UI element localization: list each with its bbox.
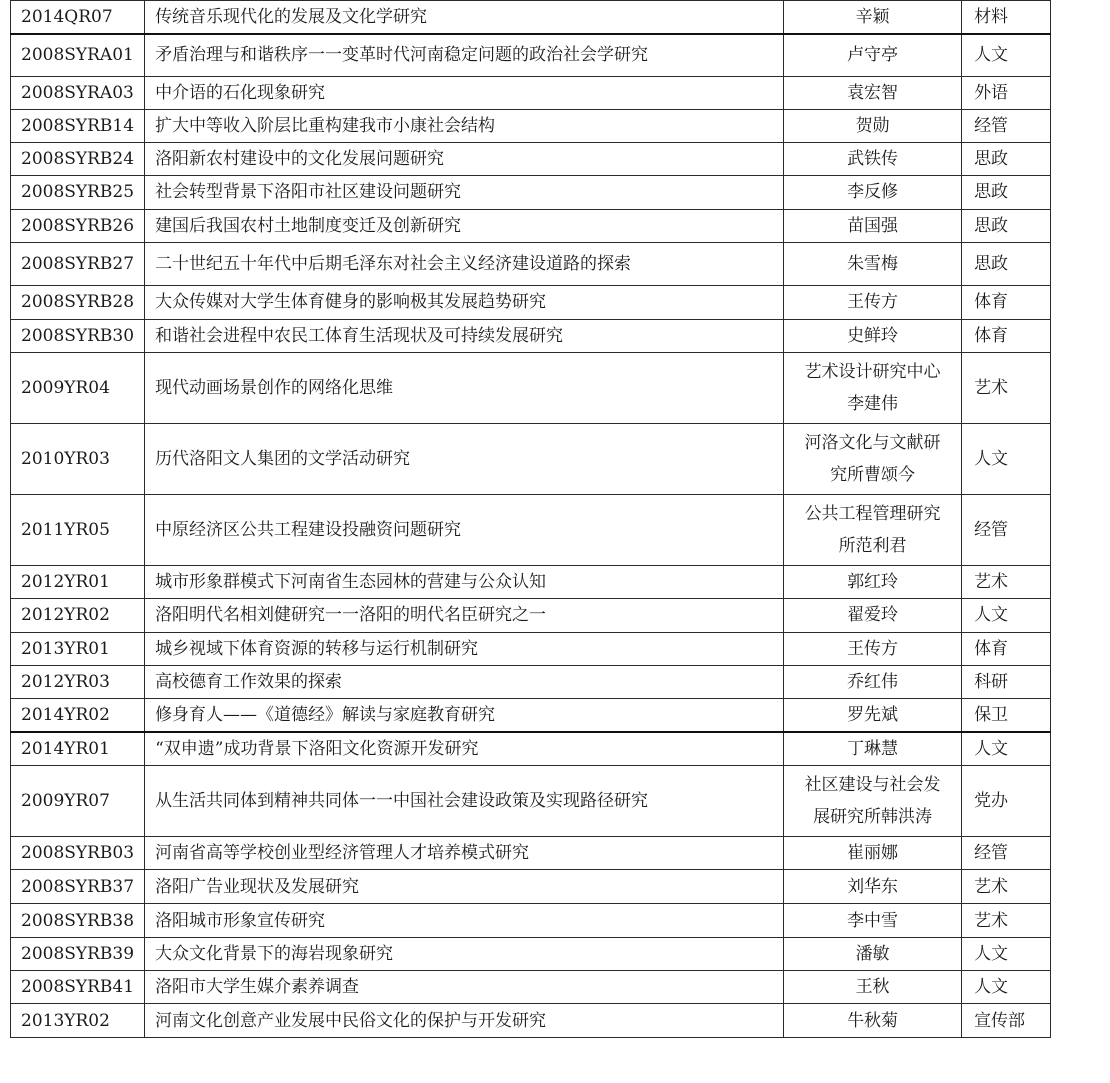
project-code-cell: 2008SYRB24 bbox=[11, 142, 145, 175]
department-cell: 艺术 bbox=[962, 352, 1051, 423]
project-title-cell: 传统音乐现代化的发展及文化学研究 bbox=[145, 1, 784, 35]
department-cell: 经管 bbox=[962, 837, 1051, 870]
project-leader-cell: 公共工程管理研究所范利君 bbox=[784, 494, 962, 565]
department-cell: 体育 bbox=[962, 632, 1051, 665]
department-cell: 艺术 bbox=[962, 565, 1051, 598]
project-leader-cell: 河洛文化与文献研究所曹颂今 bbox=[784, 423, 962, 494]
project-leader-cell: 武铁传 bbox=[784, 142, 962, 175]
project-title-cell: 洛阳城市形象宣传研究 bbox=[145, 904, 784, 938]
table-row bbox=[11, 423, 1051, 494]
project-code-cell: 2008SYRB41 bbox=[11, 971, 145, 1004]
table-row bbox=[11, 938, 1051, 971]
project-title-cell: 中原经济区公共工程建设投融资问题研究 bbox=[145, 494, 784, 565]
project-code-cell: 2008SYRB14 bbox=[11, 109, 145, 142]
project-leader-cell: 苗国强 bbox=[784, 209, 962, 242]
table-row bbox=[11, 109, 1051, 142]
department-cell: 思政 bbox=[962, 142, 1051, 175]
department-cell: 人文 bbox=[962, 598, 1051, 632]
project-code-cell: 2013YR01 bbox=[11, 632, 145, 665]
project-title-cell: 修身育人——《道德经》解读与家庭教育研究 bbox=[145, 698, 784, 732]
project-leader-cell: 社区建设与社会发展研究所韩洪涛 bbox=[784, 766, 962, 837]
department-cell: 党办 bbox=[962, 766, 1051, 837]
project-leader-cell: 贺勋 bbox=[784, 109, 962, 142]
project-title-cell: 高校德育工作效果的探索 bbox=[145, 665, 784, 698]
department-cell: 经管 bbox=[962, 109, 1051, 142]
project-title-cell: 城乡视域下体育资源的转移与运行机制研究 bbox=[145, 632, 784, 665]
table-row bbox=[11, 766, 1051, 837]
project-leader-cell: 李反修 bbox=[784, 175, 962, 209]
project-code-cell: 2012YR01 bbox=[11, 565, 145, 598]
project-leader-cell: 丁琳慧 bbox=[784, 732, 962, 766]
project-code-cell: 2014QR07 bbox=[11, 1, 145, 35]
department-cell: 人文 bbox=[962, 971, 1051, 1004]
project-code-cell: 2008SYRB27 bbox=[11, 242, 145, 285]
project-title-cell: 城市形象群模式下河南省生态园林的营建与公众认知 bbox=[145, 565, 784, 598]
project-code-cell: 2012YR03 bbox=[11, 665, 145, 698]
project-code-cell: 2014YR01 bbox=[11, 732, 145, 766]
project-title-cell: 社会转型背景下洛阳市社区建设问题研究 bbox=[145, 175, 784, 209]
table-row bbox=[11, 870, 1051, 904]
project-leader-cell: 王传方 bbox=[784, 632, 962, 665]
project-leader-cell: 郭红玲 bbox=[784, 565, 962, 598]
table-row bbox=[11, 632, 1051, 665]
table-row bbox=[11, 76, 1051, 109]
project-leader-cell: 潘敏 bbox=[784, 938, 962, 971]
project-code-cell: 2008SYRB38 bbox=[11, 904, 145, 938]
department-cell: 经管 bbox=[962, 494, 1051, 565]
project-title-cell: 中介语的石化现象研究 bbox=[145, 76, 784, 109]
department-cell: 保卫 bbox=[962, 698, 1051, 732]
project-leader-cell: 史鲜玲 bbox=[784, 319, 962, 352]
table-row bbox=[11, 352, 1051, 423]
project-code-cell: 2008SYRB26 bbox=[11, 209, 145, 242]
project-title-cell: 河南文化创意产业发展中民俗文化的保护与开发研究 bbox=[145, 1004, 784, 1038]
project-code-cell: 2008SYRB30 bbox=[11, 319, 145, 352]
table-row bbox=[11, 319, 1051, 352]
project-table bbox=[10, 0, 1051, 1038]
project-code-cell: 2008SYRB25 bbox=[11, 175, 145, 209]
table-row bbox=[11, 34, 1051, 76]
department-cell: 科研 bbox=[962, 665, 1051, 698]
table-row bbox=[11, 175, 1051, 209]
project-leader-cell: 罗先斌 bbox=[784, 698, 962, 732]
table-row bbox=[11, 242, 1051, 285]
project-code-cell: 2008SYRA03 bbox=[11, 76, 145, 109]
department-cell: 人文 bbox=[962, 34, 1051, 76]
project-leader-cell: 乔红伟 bbox=[784, 665, 962, 698]
project-code-cell: 2013YR02 bbox=[11, 1004, 145, 1038]
project-leader-cell: 李中雪 bbox=[784, 904, 962, 938]
table-row bbox=[11, 494, 1051, 565]
project-title-cell: 河南省高等学校创业型经济管理人才培养模式研究 bbox=[145, 837, 784, 870]
table-row bbox=[11, 565, 1051, 598]
project-title-cell: 扩大中等收入阶层比重构建我市小康社会结构 bbox=[145, 109, 784, 142]
project-title-cell: “双申遗”成功背景下洛阳文化资源开发研究 bbox=[145, 732, 784, 766]
table-row bbox=[11, 971, 1051, 1004]
department-cell: 人文 bbox=[962, 423, 1051, 494]
table-body bbox=[11, 1, 1051, 1038]
project-code-cell: 2009YR07 bbox=[11, 766, 145, 837]
project-leader-cell: 刘华东 bbox=[784, 870, 962, 904]
project-title-cell: 洛阳市大学生媒介素养调查 bbox=[145, 971, 784, 1004]
project-leader-cell: 艺术设计研究中心李建伟 bbox=[784, 352, 962, 423]
project-code-cell: 2008SYRB37 bbox=[11, 870, 145, 904]
project-leader-cell: 牛秋菊 bbox=[784, 1004, 962, 1038]
department-cell: 思政 bbox=[962, 175, 1051, 209]
department-cell: 材料 bbox=[962, 1, 1051, 35]
table-row bbox=[11, 732, 1051, 766]
project-leader-cell: 崔丽娜 bbox=[784, 837, 962, 870]
project-code-cell: 2011YR05 bbox=[11, 494, 145, 565]
department-cell: 艺术 bbox=[962, 870, 1051, 904]
department-cell: 体育 bbox=[962, 319, 1051, 352]
project-title-cell: 大众文化背景下的海岩现象研究 bbox=[145, 938, 784, 971]
department-cell: 思政 bbox=[962, 209, 1051, 242]
table-row bbox=[11, 698, 1051, 732]
table-row bbox=[11, 285, 1051, 319]
table-row bbox=[11, 665, 1051, 698]
project-code-cell: 2014YR02 bbox=[11, 698, 145, 732]
project-title-cell: 洛阳广告业现状及发展研究 bbox=[145, 870, 784, 904]
project-title-cell: 二十世纪五十年代中后期毛泽东对社会主义经济建设道路的探索 bbox=[145, 242, 784, 285]
project-title-cell: 和谐社会进程中农民工体育生活现状及可持续发展研究 bbox=[145, 319, 784, 352]
project-title-cell: 大众传媒对大学生体育健身的影响极其发展趋势研究 bbox=[145, 285, 784, 319]
department-cell: 体育 bbox=[962, 285, 1051, 319]
project-code-cell: 2008SYRA01 bbox=[11, 34, 145, 76]
table-row bbox=[11, 837, 1051, 870]
project-code-cell: 2008SYRB39 bbox=[11, 938, 145, 971]
project-code-cell: 2009YR04 bbox=[11, 352, 145, 423]
project-title-cell: 现代动画场景创作的网络化思维 bbox=[145, 352, 784, 423]
project-code-cell: 2010YR03 bbox=[11, 423, 145, 494]
project-leader-cell: 辛颖 bbox=[784, 1, 962, 35]
table-row bbox=[11, 142, 1051, 175]
project-title-cell: 矛盾治理与和谐秩序一一变革时代河南稳定问题的政治社会学研究 bbox=[145, 34, 784, 76]
project-code-cell: 2012YR02 bbox=[11, 598, 145, 632]
department-cell: 人文 bbox=[962, 732, 1051, 766]
table-row bbox=[11, 1004, 1051, 1038]
department-cell: 宣传部 bbox=[962, 1004, 1051, 1038]
project-leader-cell: 朱雪梅 bbox=[784, 242, 962, 285]
project-code-cell: 2008SYRB28 bbox=[11, 285, 145, 319]
department-cell: 人文 bbox=[962, 938, 1051, 971]
table-row bbox=[11, 209, 1051, 242]
project-leader-cell: 王秋 bbox=[784, 971, 962, 1004]
department-cell: 艺术 bbox=[962, 904, 1051, 938]
project-title-cell: 历代洛阳文人集团的文学活动研究 bbox=[145, 423, 784, 494]
department-cell: 外语 bbox=[962, 76, 1051, 109]
project-title-cell: 洛阳明代名相刘健研究一一洛阳的明代名臣研究之一 bbox=[145, 598, 784, 632]
department-cell: 思政 bbox=[962, 242, 1051, 285]
project-title-cell: 建国后我国农村土地制度变迁及创新研究 bbox=[145, 209, 784, 242]
project-leader-cell: 卢守亭 bbox=[784, 34, 962, 76]
table-row bbox=[11, 1, 1051, 35]
project-title-cell: 从生活共同体到精神共同体一一中国社会建设政策及实现路径研究 bbox=[145, 766, 784, 837]
project-leader-cell: 袁宏智 bbox=[784, 76, 962, 109]
project-leader-cell: 翟爱玲 bbox=[784, 598, 962, 632]
project-leader-cell: 王传方 bbox=[784, 285, 962, 319]
table-row bbox=[11, 598, 1051, 632]
project-code-cell: 2008SYRB03 bbox=[11, 837, 145, 870]
project-title-cell: 洛阳新农村建设中的文化发展问题研究 bbox=[145, 142, 784, 175]
table-row bbox=[11, 904, 1051, 938]
